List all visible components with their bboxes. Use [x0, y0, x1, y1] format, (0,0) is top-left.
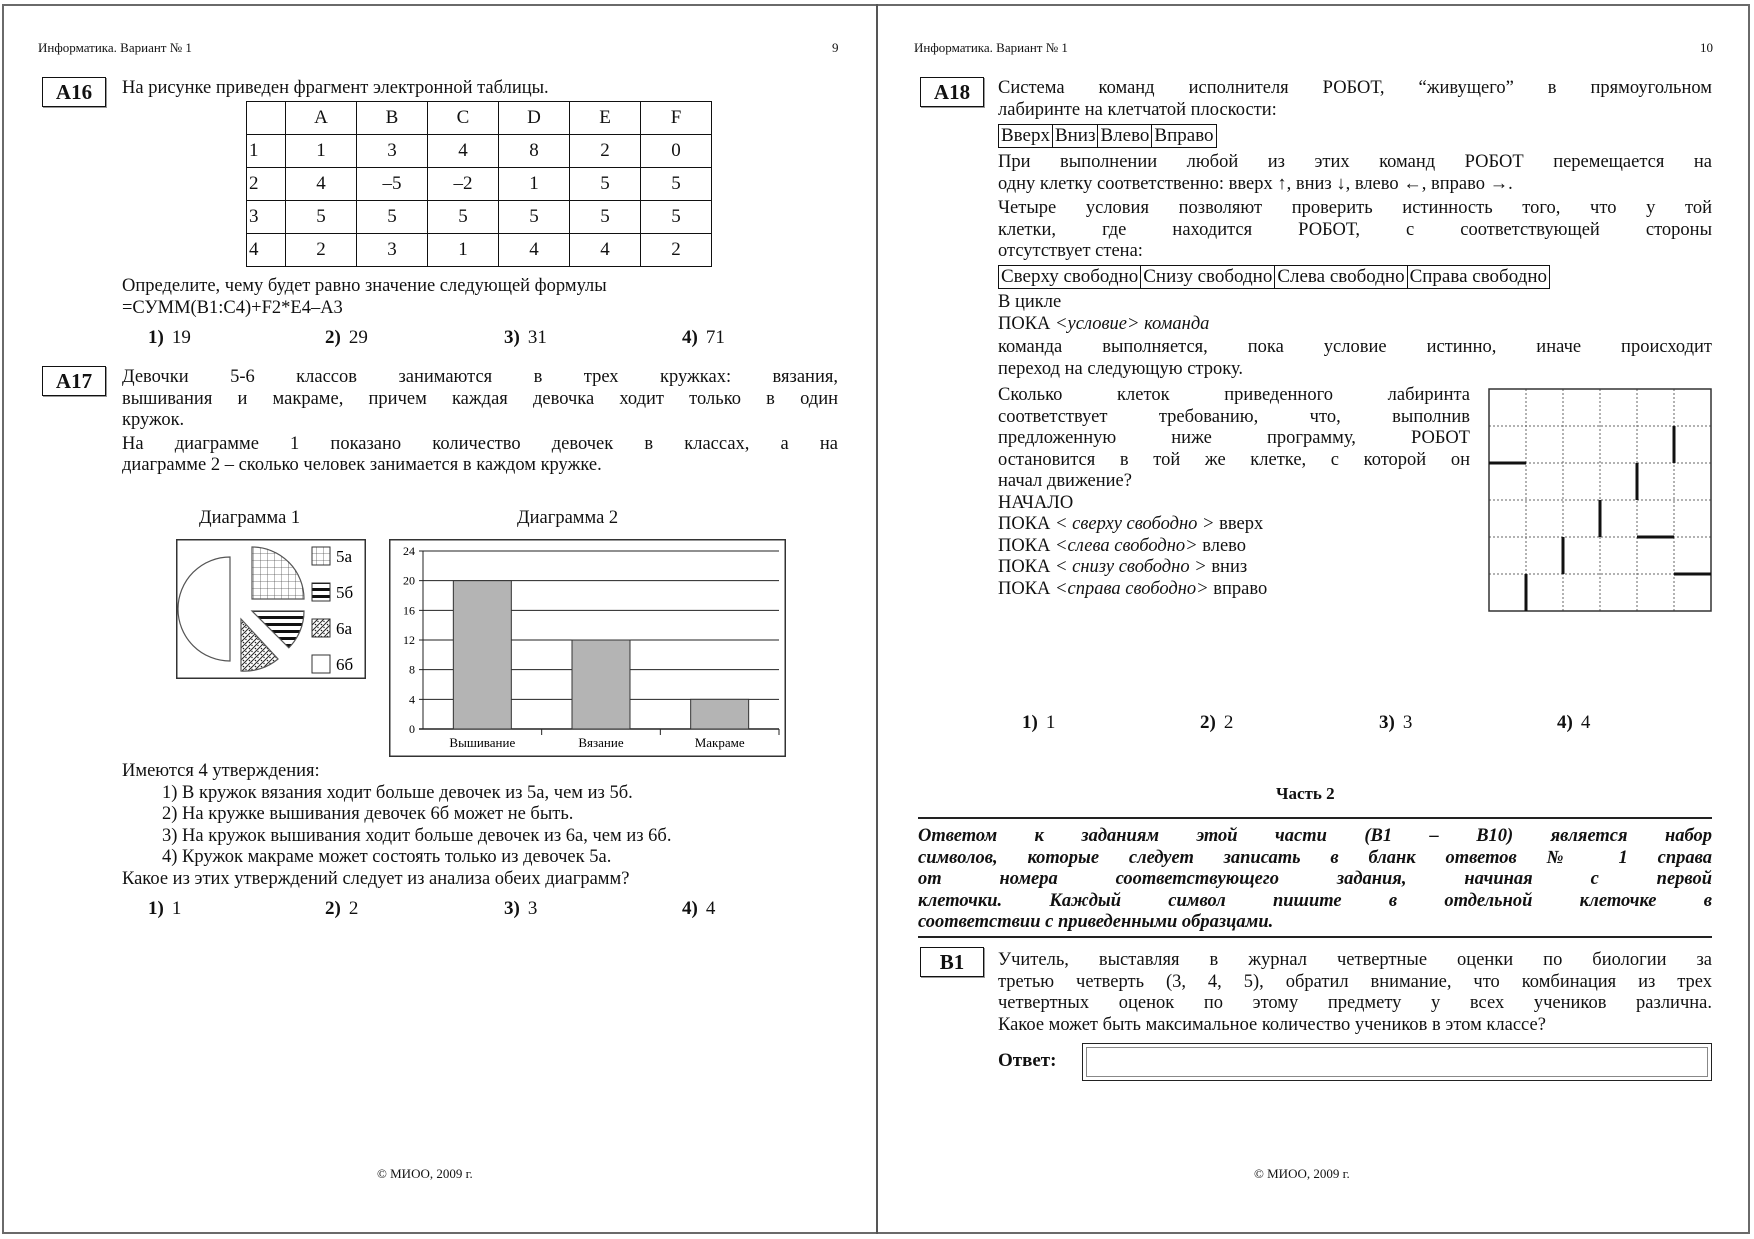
program-line: [998, 514, 1470, 536]
a17-option-4[interactable]: [682, 898, 715, 920]
a17-text-line: На диаграмме 1 показано количество девочек в классах, а на: [122, 433, 838, 454]
page-header: Информатика. Вариант № 1: [38, 40, 192, 55]
a18-loop-text: [998, 292, 1712, 380]
column-header: E: [570, 102, 641, 135]
table-cell: –2: [428, 168, 499, 201]
a18-option-2[interactable]: [1200, 712, 1233, 734]
a18-question-line: остановится в той же клетке, с которой он: [998, 449, 1470, 470]
a18-option-4[interactable]: [1557, 712, 1590, 734]
table-cell: 5: [641, 168, 712, 201]
table-cell: 2: [641, 234, 712, 267]
a16-option-4[interactable]: [682, 327, 725, 349]
option-number: 4): [682, 327, 698, 348]
table-cell: –5: [357, 168, 428, 201]
a18-text-line: переход на следующую строку.: [998, 358, 1243, 379]
b1-text-line: четвертных оценок по этому предмету у всех учеников различна.: [998, 993, 1712, 1013]
program-condition: <справа свободно>: [1055, 578, 1209, 599]
option-value: 19: [171, 327, 191, 348]
table-cell: 4: [428, 135, 499, 168]
question-label-b1: B1: [920, 947, 984, 977]
program-line: [998, 536, 1470, 558]
option-number: 3): [1379, 712, 1395, 733]
table-cell: 5: [499, 201, 570, 234]
option-value: 2: [1223, 712, 1234, 733]
a18-text-line: Система команд исполнителя РОБОТ, “живущего” в прямоугольном: [998, 78, 1712, 98]
table-row: [247, 168, 712, 201]
program-keyword: ПОКА: [998, 535, 1051, 556]
a16-question-text: Определите, чему будет равно значение следующей формулы: [122, 276, 607, 296]
command-right: Вправо: [1154, 125, 1214, 146]
a16-question: [122, 276, 842, 319]
statement-item: 1) В кружок вязания ходит больше девочек из 5а, чем из 5б.: [162, 782, 633, 803]
b1-text-line: третью четверть (3, 4, 5), обратил внимание, что комбинация из трех: [998, 971, 1712, 992]
bar-0: [453, 581, 511, 729]
table-cell: 3: [357, 234, 428, 267]
program-line: [998, 579, 1470, 601]
a16-option-3[interactable]: [504, 327, 547, 349]
program-command: вверх: [1219, 514, 1264, 534]
a17-text-line: Девочки 5-6 классов занимаются в трех кружках: вязания,: [122, 367, 838, 387]
a17-text-line: диаграмме 2 – сколько человек занимается в каждом кружке.: [122, 455, 602, 475]
command-up: Вверх: [999, 125, 1053, 147]
robot-conditions-box: [998, 265, 1550, 289]
statement-item: 2) На кружке вышивания девочек 6б может не быть.: [162, 804, 574, 824]
bar-2: [691, 699, 749, 729]
option-value: 3: [1402, 712, 1413, 733]
option-value: 1: [171, 898, 182, 919]
a18-question-line: начал движение?: [998, 471, 1132, 491]
option-number: 3): [504, 898, 520, 919]
option-value: 4: [705, 898, 716, 919]
option-value: 3: [527, 898, 538, 919]
table-cell: 0: [641, 135, 712, 168]
a18-question-line: Сколько клеток приведенного лабиринта: [998, 385, 1470, 405]
table-cell: 5: [428, 201, 499, 234]
page-number: 10: [1700, 40, 1713, 55]
table-row: [247, 201, 712, 234]
part2-instructions: [918, 826, 1712, 934]
table-row: [247, 135, 712, 168]
row-header: 4: [247, 234, 286, 267]
program-line: [998, 557, 1470, 579]
svg-text:0: 0: [409, 722, 415, 736]
option-number: 2): [1200, 712, 1216, 733]
left-page: [0, 0, 876, 1239]
table-cell: 5: [357, 201, 428, 234]
bar-chart-diagram2: [389, 539, 786, 757]
table-cell: 1: [499, 168, 570, 201]
svg-text:5б: 5б: [336, 583, 354, 602]
column-header: D: [499, 102, 570, 135]
table-cell: 5: [570, 201, 641, 234]
instruction-line: соответствии с приведенными образцами.: [918, 912, 1274, 932]
svg-text:Вышивание: Вышивание: [449, 735, 516, 750]
page-number: 9: [832, 40, 839, 55]
command-left: Влево: [1098, 125, 1152, 147]
statement-item: 3) На кружок вышивания ходит больше девочек из 6а, чем из 6б.: [162, 825, 672, 846]
svg-text:Вязание: Вязание: [578, 735, 624, 750]
a16-option-2[interactable]: [325, 327, 368, 349]
program-condition: <слева свободно>: [1055, 535, 1198, 556]
a18-intro: [998, 78, 1712, 121]
part2-rule-top: [918, 817, 1712, 819]
svg-text:6а: 6а: [336, 619, 353, 638]
option-value: 31: [527, 327, 547, 348]
a18-question: [998, 385, 1470, 600]
table-header-row: [247, 102, 712, 135]
a16-formula: =СУММ(B1:C4)+F2*E4–A3: [122, 297, 343, 318]
column-header: [247, 102, 286, 135]
a17-statements: [122, 761, 862, 890]
svg-text:4: 4: [409, 692, 415, 707]
statement-item: 4) Кружок макраме может состоять только из девочек 5а.: [162, 847, 612, 867]
question-label-a18: A18: [920, 77, 984, 107]
instruction-line: символов, которые следует записать в бланк ответов № 1 справа: [918, 847, 1712, 868]
program-command: влево: [1202, 535, 1247, 556]
option-number: 4): [682, 898, 698, 919]
program-keyword: ПОКА: [998, 557, 1051, 577]
a18-text-line: команда выполняется, пока условие истинно, иначе происходит: [998, 337, 1712, 357]
table-cell: 4: [499, 234, 570, 267]
page-footer: © МИОО, 2009 г.: [377, 1166, 473, 1181]
option-value: 1: [1045, 712, 1056, 733]
a18-text-line: Четыре условия позволяют проверить истинность того, что у той: [998, 198, 1712, 218]
condition-left-free: Слева свободно: [1275, 266, 1407, 288]
svg-text:24: 24: [403, 544, 415, 558]
svg-text:20: 20: [403, 573, 415, 588]
column-header: F: [641, 102, 712, 135]
option-number: 1): [148, 898, 164, 919]
column-header: C: [428, 102, 499, 135]
program-start: НАЧАЛО: [998, 492, 1074, 513]
option-value: 4: [1580, 712, 1591, 733]
page-header: Информатика. Вариант № 1: [914, 40, 1068, 55]
table-cell: 1: [286, 135, 357, 168]
option-number: 2): [325, 898, 341, 919]
a17-option-1[interactable]: [148, 898, 181, 920]
program-keyword: ПОКА: [998, 578, 1051, 599]
a17-option-3[interactable]: [504, 898, 537, 920]
table-cell: 5: [286, 201, 357, 234]
a17-text: [122, 367, 838, 477]
row-header: 3: [247, 201, 286, 234]
table-cell: 4: [570, 234, 641, 267]
a16-intro: На рисунке приведен фрагмент электронной таблицы.: [122, 78, 549, 98]
a18-question-line: предложенную ниже программу, РОБОТ: [998, 428, 1470, 448]
svg-text:5а: 5а: [336, 547, 353, 566]
a18-text-line: При выполнении любой из этих команд РОБОТ перемещается на: [998, 152, 1712, 172]
option-value: 2: [348, 898, 359, 919]
loop-syntax-rest: <условие> команда: [1055, 313, 1210, 334]
a18-options: [1022, 712, 1722, 736]
row-header: 2: [247, 168, 286, 201]
b1-text-line: Какое может быть максимальное количество учеников в этом классе?: [998, 1014, 1546, 1035]
right-page: [878, 0, 1754, 1239]
svg-text:12: 12: [403, 633, 415, 647]
a17-text-line: кружок.: [122, 410, 185, 430]
robot-maze: [1487, 387, 1713, 613]
statements-intro: Имеются 4 утверждения:: [122, 761, 320, 781]
robot-commands-box: [998, 124, 1217, 148]
table-cell: 2: [570, 135, 641, 168]
option-number: 4): [1557, 712, 1573, 733]
svg-text:16: 16: [403, 603, 415, 618]
a17-options: [148, 898, 848, 922]
svg-text:6б: 6б: [336, 655, 354, 674]
program-keyword: ПОКА: [998, 514, 1051, 534]
a17-question: Какое из этих утверждений следует из анализа обеих диаграмм?: [122, 868, 630, 889]
answer-label: Ответ:: [998, 1050, 1057, 1071]
a17-option-2[interactable]: [325, 898, 358, 920]
option-number: 1): [1022, 712, 1038, 733]
table-cell: 1: [428, 234, 499, 267]
pie-chart-diagram1: [176, 539, 366, 679]
a16-options: [148, 327, 848, 351]
option-number: 2): [325, 327, 341, 348]
a18-text-line: клетки, где находится РОБОТ, с соответствующей стороны: [998, 219, 1712, 240]
diagram1-title: Диаграмма 1: [199, 508, 301, 528]
a18-option-3[interactable]: [1379, 712, 1412, 734]
condition-bottom-free: Снизу свободно: [1141, 266, 1275, 288]
condition-top-free: Сверху свободно: [999, 266, 1141, 288]
bar-1: [572, 640, 630, 729]
table-cell: 4: [286, 168, 357, 201]
question-label-a17: A17: [42, 366, 106, 396]
table-cell: 5: [570, 168, 641, 201]
option-number: 3): [504, 327, 520, 348]
a16-option-1[interactable]: [148, 327, 191, 349]
loop-syntax: [998, 314, 1712, 336]
a18-question-line: соответствует требованию, что, выполнив: [998, 406, 1470, 427]
part2-title: Часть 2: [1276, 784, 1335, 803]
column-header: B: [357, 102, 428, 135]
instruction-line: Ответом к заданиям этой части (B1 – B10) является набор: [918, 826, 1712, 846]
page-footer: © МИОО, 2009 г.: [1254, 1166, 1350, 1181]
diagram2-title: Диаграмма 2: [517, 508, 619, 528]
table-row: [247, 234, 712, 267]
svg-text:8: 8: [409, 662, 415, 677]
b1-text: [998, 950, 1712, 1036]
a18-text-line: одну клетку соответственно: вверх ↑, вниз ↓, влево ←, вправо →.: [998, 173, 1513, 194]
option-value: 71: [705, 327, 725, 348]
question-label-a16: A16: [42, 77, 106, 107]
table-cell: 3: [357, 135, 428, 168]
row-header: 1: [247, 135, 286, 168]
loop-title: В цикле: [998, 292, 1062, 312]
program-condition: < снизу свободно >: [1055, 557, 1207, 577]
a18-text-line: лабиринте на клетчатой плоскости:: [998, 99, 1277, 120]
command-down: Вниз: [1053, 125, 1099, 147]
condition-right-free: Справа свободно: [1409, 266, 1547, 287]
a18-option-1[interactable]: [1022, 712, 1055, 734]
a18-move-text: [998, 152, 1712, 263]
table-cell: 5: [641, 201, 712, 234]
program-command: вниз: [1211, 557, 1248, 577]
table-cell: 2: [286, 234, 357, 267]
program-condition: < сверху свободно >: [1055, 514, 1215, 534]
instruction-line: клеточки. Каждый символ пишите в отдельной клеточке в: [918, 890, 1712, 911]
program-command: вправо: [1213, 578, 1268, 599]
column-header: A: [286, 102, 357, 135]
answer-field-inner[interactable]: [1086, 1047, 1708, 1077]
option-number: 1): [148, 327, 164, 348]
a17-text-line: вышивания и макраме, причем каждая девочка ходит только в один: [122, 388, 838, 409]
part2-rule-bottom: [918, 936, 1712, 938]
b1-text-line: Учитель, выставляя в журнал четвертные оценки по биологии за: [998, 950, 1712, 970]
loop-keyword: ПОКА: [998, 313, 1051, 334]
instruction-line: от номера соответствующего задания, начиная с первой: [918, 869, 1712, 889]
option-value: 29: [348, 327, 368, 348]
a18-text-line: отсутствует стена:: [998, 241, 1143, 261]
answer-field[interactable]: [1082, 1043, 1712, 1081]
svg-text:Макраме: Макраме: [694, 735, 745, 750]
table-cell: 8: [499, 135, 570, 168]
spreadsheet-fragment: [246, 101, 712, 267]
